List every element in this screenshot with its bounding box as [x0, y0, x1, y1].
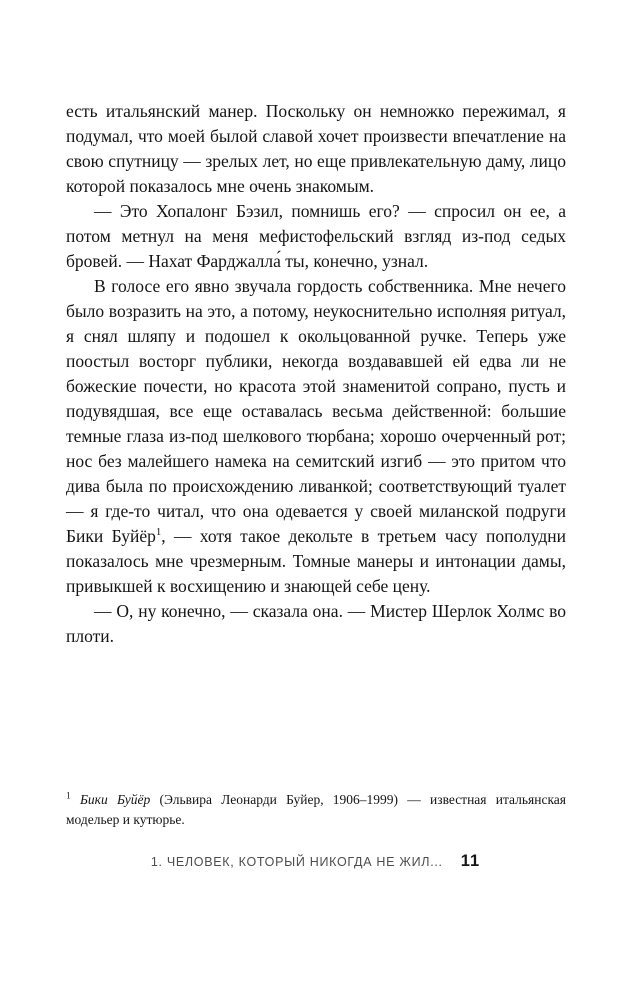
chapter-title: 1. ЧЕЛОВЕК, КОТОРЫЙ НИКОГДА НЕ ЖИЛ...: [150, 855, 443, 869]
paragraph: — О, ну конечно, — сказала она. — Мистер Шерлок Холмс во плоти.: [66, 601, 566, 646]
running-footer: [0, 852, 631, 871]
footnote-reference: 1: [155, 526, 162, 539]
body-text: [66, 99, 566, 649]
paragraph-text: В голосе его явно звучала гордость собственника. Мне нечего было возразить на это, а потому, неукоснительно исполняя ритуал, я снял шляпу и подошел к окольцованной ручке. Теперь уже поостыл восторг публики, некогда воздававшей ей едва ли не божеские почести, но красота этой знаменитой сопрано, пусть и подувядшая, все еще оставалась весьма действенной: большие темные глаза из-под шелкового тюрбана; хорошо очерченный рот; нос без малейшего намека на семитский изгиб — это притом что дива была по происхождению ливанкой; соответствующий туалет — я где-то читал, что она одевается у своей миланской подруги Бики Буйёр: [66, 276, 566, 546]
paragraph-text: , — хотя такое декольте в третьем часу пополудни показалось мне чрезмерным. Томные манеры и интонации дамы, привыкшей к восхищению и знающей себе цену.: [66, 526, 567, 596]
paragraph: [66, 274, 566, 599]
footnote-marker: 1: [66, 791, 71, 802]
paragraph: — Это Хопалонг Бэзил, помнишь его? — спросил он ее, а потом метнул на меня мефистофельский взгляд из-под седых бровей. — Нахат Фарджалла́ ты, конечно, узнал.: [66, 201, 566, 271]
footnote: [66, 790, 566, 830]
paragraph: есть итальянский манер. Поскольку он немножко пережимал, я подумал, что моей былой славой хочет произвести впечатление на свою спутницу — зрелых лет, но еще привлекательную даму, лицо которой показалось мне очень знакомым.: [66, 101, 566, 196]
page-number: 11: [460, 852, 481, 870]
footnote-text: (Эльвира Леонарди Буйер, 1906–1999) — известная итальянская модельер и кутюрье.: [66, 792, 567, 827]
footnote-term: Бики Буйёр: [79, 792, 151, 807]
